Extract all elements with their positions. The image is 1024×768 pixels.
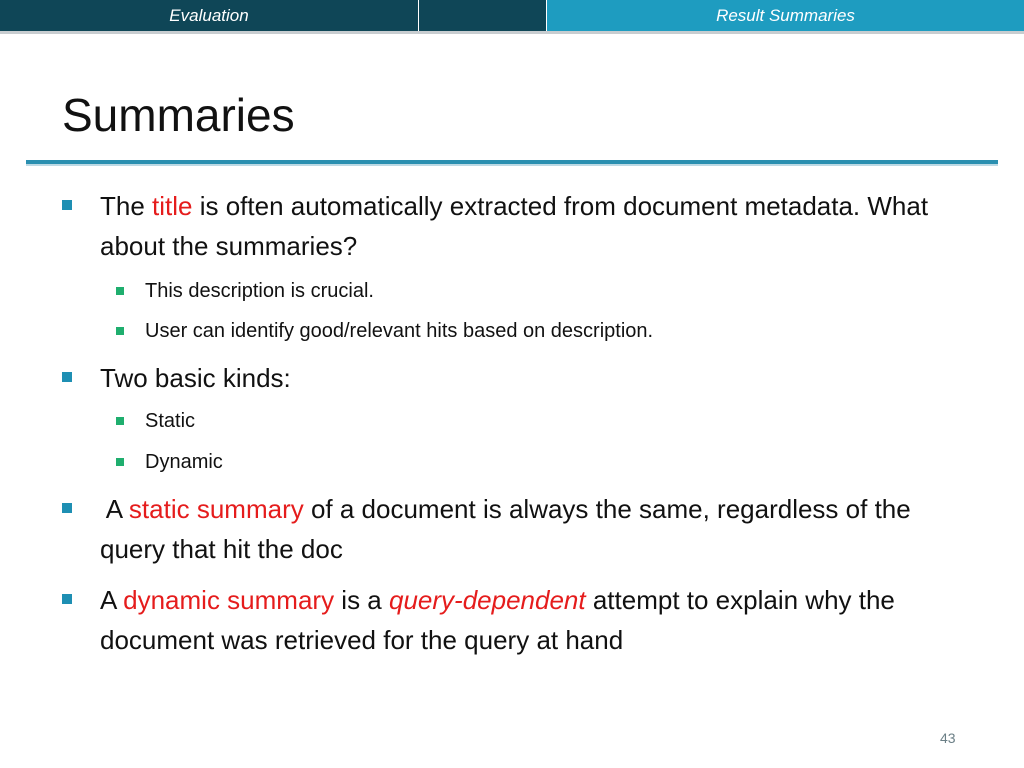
bullet-text: A static summary of a document is always the same, regardless of the query that hit the doc xyxy=(100,494,911,564)
bullet-3 xyxy=(62,489,962,569)
square-bullet-icon xyxy=(62,503,72,513)
sub-bullet-2-2 xyxy=(116,447,976,477)
sub-bullet-2-1 xyxy=(116,406,976,436)
bullet-text: A dynamic summary is a query-dependent attempt to explain why the document was retrieved for the query at hand xyxy=(100,585,895,655)
slide-title: Summaries xyxy=(62,89,295,141)
square-sub-bullet-icon xyxy=(116,458,124,466)
page-number: 43 xyxy=(940,730,956,746)
nav-tab-evaluation-label: Evaluation xyxy=(169,6,249,25)
sub-bullet-text: Static xyxy=(145,410,196,432)
sub-bullet-1-1 xyxy=(116,276,976,306)
square-sub-bullet-icon xyxy=(116,417,124,425)
bullet-2 xyxy=(62,358,962,398)
sub-bullet-1-2 xyxy=(116,316,976,346)
square-bullet-icon xyxy=(62,200,72,210)
square-sub-bullet-icon xyxy=(116,287,124,295)
nav-tab-result-summaries-label: Result Summaries xyxy=(716,6,855,25)
bullet-1 xyxy=(62,186,962,266)
sub-bullet-text: Dynamic xyxy=(145,451,223,473)
square-bullet-icon xyxy=(62,594,72,604)
bullet-text: The title is often automatically extracted from document metadata. What about the summaries? xyxy=(100,191,929,261)
sub-bullet-text: This description is crucial. xyxy=(145,280,374,302)
sub-bullet-text: User can identify good/relevant hits based on description. xyxy=(145,320,654,342)
square-bullet-icon xyxy=(62,372,72,382)
bullet-text: Two basic kinds: xyxy=(100,363,291,393)
square-sub-bullet-icon xyxy=(116,327,124,335)
bullet-4 xyxy=(62,580,962,660)
